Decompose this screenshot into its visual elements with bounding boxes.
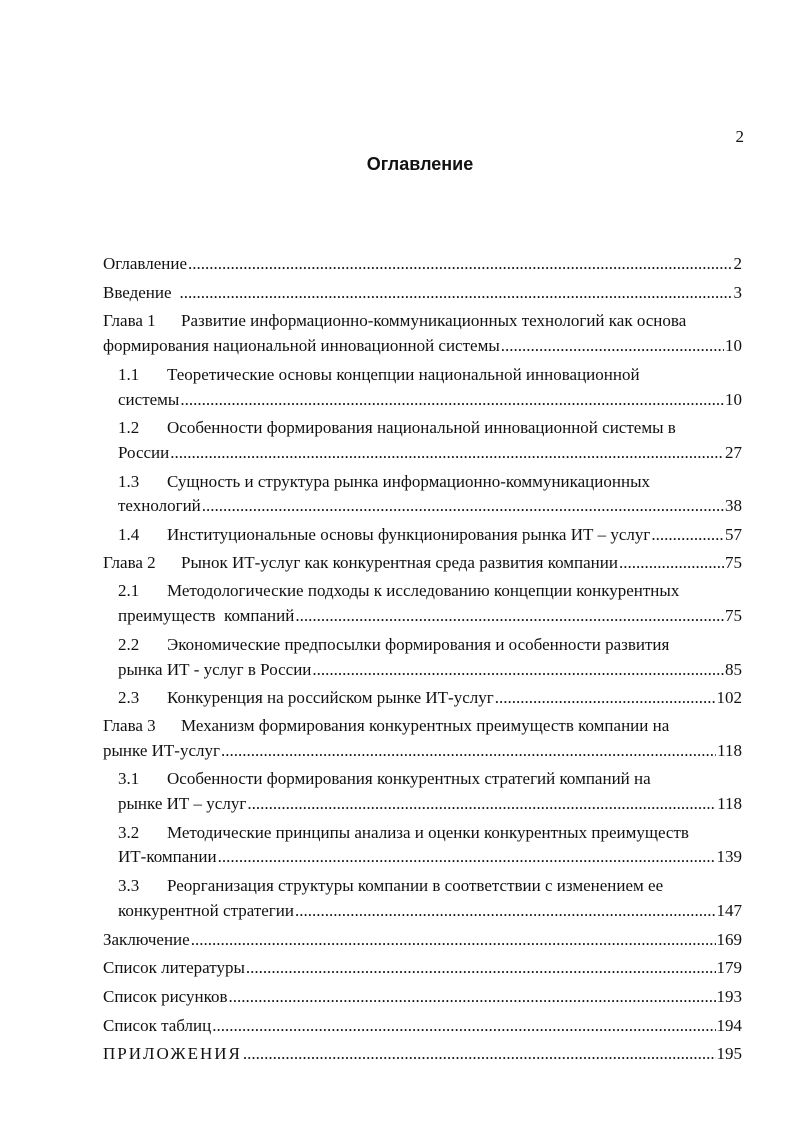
toc-entry-title: Механизм формирования конкурентных преимуществ компании на xyxy=(181,715,670,735)
dot-leader xyxy=(247,792,716,817)
toc-entry-title: ПРИЛОЖЕНИЯ xyxy=(103,1044,242,1064)
dot-leader xyxy=(295,899,716,924)
toc-entry-title: Реорганизация структуры компании в соответствии с изменением ее xyxy=(167,876,664,896)
toc-page-number: 139 xyxy=(716,847,742,867)
toc-entry-title: Особенности формирования национальной инновационной системы в xyxy=(167,418,676,438)
toc-entry-title: Институциональные основы функционирования рынка ИТ – услуг xyxy=(167,525,651,545)
toc-entry-title: Особенности формирования конкурентных стратегий компаний на xyxy=(167,769,651,789)
toc-entry-section-2-3[interactable] xyxy=(118,686,742,711)
toc-entry-title: Развитие информационно-коммуникационных технологий как основа xyxy=(181,311,687,331)
toc-page-number: 118 xyxy=(717,740,742,760)
dot-leader xyxy=(495,686,716,711)
dot-leader xyxy=(501,334,724,359)
dot-leader xyxy=(202,494,724,519)
toc-entry-section-3-2[interactable] xyxy=(118,821,742,870)
toc-entry-title: Список таблиц xyxy=(103,1015,212,1035)
toc-entry-title-cont: конкурентной стратегии xyxy=(118,900,294,920)
dot-leader xyxy=(619,551,724,576)
dot-leader xyxy=(180,281,733,306)
toc-page-number: 10 xyxy=(725,389,742,409)
toc-entry-introduction[interactable] xyxy=(103,281,742,306)
toc-entry-section-2-2[interactable] xyxy=(118,633,742,682)
toc-entry-title: Конкуренция на российском рынке ИТ-услуг xyxy=(167,688,494,708)
toc-page-number: 38 xyxy=(725,496,742,516)
toc-entry-section-3-3[interactable] xyxy=(118,874,742,923)
toc-page-number: 85 xyxy=(725,659,742,679)
toc-entry-number: 1.1 xyxy=(118,364,140,384)
toc-entry-contents[interactable] xyxy=(103,252,742,277)
page-title: Оглавление xyxy=(366,154,474,174)
dot-leader xyxy=(191,928,716,953)
toc-entry-number: 1.2 xyxy=(118,418,140,438)
toc-entry-number: 2.1 xyxy=(118,581,140,601)
toc-page-number: 102 xyxy=(716,688,742,708)
toc-entry-number: 1.3 xyxy=(118,471,140,491)
dot-leader xyxy=(229,985,716,1010)
toc-page-number: 118 xyxy=(717,794,742,814)
toc-entry-number: 3.2 xyxy=(118,822,140,842)
toc-entry-section-2-1[interactable] xyxy=(118,579,742,628)
toc-entry-title-cont: рынке ИТ-услуг xyxy=(103,740,220,760)
toc-page-number: 2 xyxy=(733,254,742,273)
toc-entry-title-cont: системы xyxy=(118,389,180,409)
toc-entry-section-3-1[interactable] xyxy=(118,767,742,816)
toc-entry-number: 2.2 xyxy=(118,634,140,654)
toc-entry-number: 3.1 xyxy=(118,769,140,789)
toc-entry-number: 1.4 xyxy=(118,525,140,545)
toc-page-number: 3 xyxy=(733,282,742,302)
toc-entry-title-cont: ИТ-компании xyxy=(118,847,217,867)
toc-entry-section-1-4[interactable] xyxy=(118,523,742,548)
toc-page-number: 147 xyxy=(716,900,742,920)
toc-entry-chapter-3[interactable] xyxy=(103,714,742,763)
toc-entry-section-1-1[interactable] xyxy=(118,363,742,412)
dot-leader xyxy=(295,604,724,629)
toc-page-number: 75 xyxy=(725,552,742,572)
toc-entry-number: Глава 2 xyxy=(103,552,156,572)
toc-page-number: 57 xyxy=(725,525,742,545)
toc-page-number: 179 xyxy=(716,958,742,978)
toc-page-number: 195 xyxy=(716,1044,742,1064)
dot-leader xyxy=(312,658,724,683)
toc-entry-title: Заключение xyxy=(103,929,190,949)
toc-entry-section-1-3[interactable] xyxy=(118,470,742,519)
dot-leader xyxy=(218,845,716,870)
toc-entry-chapter-2[interactable] xyxy=(103,551,742,576)
toc-entry-section-1-2[interactable] xyxy=(118,416,742,465)
toc-entry-title-cont: формирования национальной инновационной системы xyxy=(103,336,500,356)
page-number: 2 xyxy=(735,127,744,146)
toc-page-number: 193 xyxy=(716,986,742,1006)
dot-leader xyxy=(188,252,733,277)
toc-entry-conclusion[interactable] xyxy=(103,928,742,953)
dot-leader xyxy=(180,388,724,413)
dot-leader xyxy=(170,441,724,466)
toc-entry-title: Экономические предпосылки формирования и особенности развития xyxy=(167,634,670,654)
toc-entry-number: 2.3 xyxy=(118,688,140,708)
toc-entry-title-cont: рынка ИТ - услуг в России xyxy=(118,659,312,679)
dot-leader xyxy=(212,1014,715,1039)
toc-page-number: 75 xyxy=(725,606,742,626)
toc-entry-number: 3.3 xyxy=(118,876,140,896)
toc-page-number: 27 xyxy=(725,442,742,462)
toc-entry-appendices[interactable] xyxy=(103,1042,742,1067)
toc-page-number: 194 xyxy=(716,1015,742,1035)
toc-entry-title: Оглавление xyxy=(103,254,187,273)
toc-entry-title: Список рисунков xyxy=(103,986,228,1006)
toc-entry-list-of-figures[interactable] xyxy=(103,985,742,1010)
dot-leader xyxy=(651,523,724,548)
toc-entry-list-of-tables[interactable] xyxy=(103,1014,742,1039)
toc-entry-title: Теоретические основы концепции национальной инновационной xyxy=(167,364,640,384)
toc-entry-title: Методические принципы анализа и оценки конкурентных преимуществ xyxy=(167,822,689,842)
toc-entry-number: Глава 1 xyxy=(103,311,156,331)
toc-page-number: 10 xyxy=(725,336,742,356)
toc-entry-title: Рынок ИТ-услуг как конкурентная среда развития компании xyxy=(181,552,618,572)
toc-entry-chapter-1[interactable] xyxy=(103,309,742,358)
table-of-contents xyxy=(103,252,742,1067)
toc-entry-title: Список литературы xyxy=(103,958,245,978)
dot-leader xyxy=(246,956,716,981)
toc-entry-title-cont: рынке ИТ – услуг xyxy=(118,794,247,814)
toc-entry-number: Глава 3 xyxy=(103,715,156,735)
toc-page-number: 169 xyxy=(716,929,742,949)
toc-entry-title: Сущность и структура рынка информационно-коммуникационных xyxy=(167,471,650,491)
toc-entry-references[interactable] xyxy=(103,956,742,981)
dot-leader xyxy=(243,1042,716,1067)
toc-entry-title-cont: преимуществ компаний xyxy=(118,606,295,626)
toc-entry-title-cont: технологий xyxy=(118,496,201,516)
toc-entry-title-cont: России xyxy=(118,442,170,462)
dot-leader xyxy=(221,739,716,764)
toc-entry-title: Введение xyxy=(103,282,172,302)
toc-entry-title: Методологические подходы к исследованию концепции конкурентных xyxy=(167,581,680,601)
